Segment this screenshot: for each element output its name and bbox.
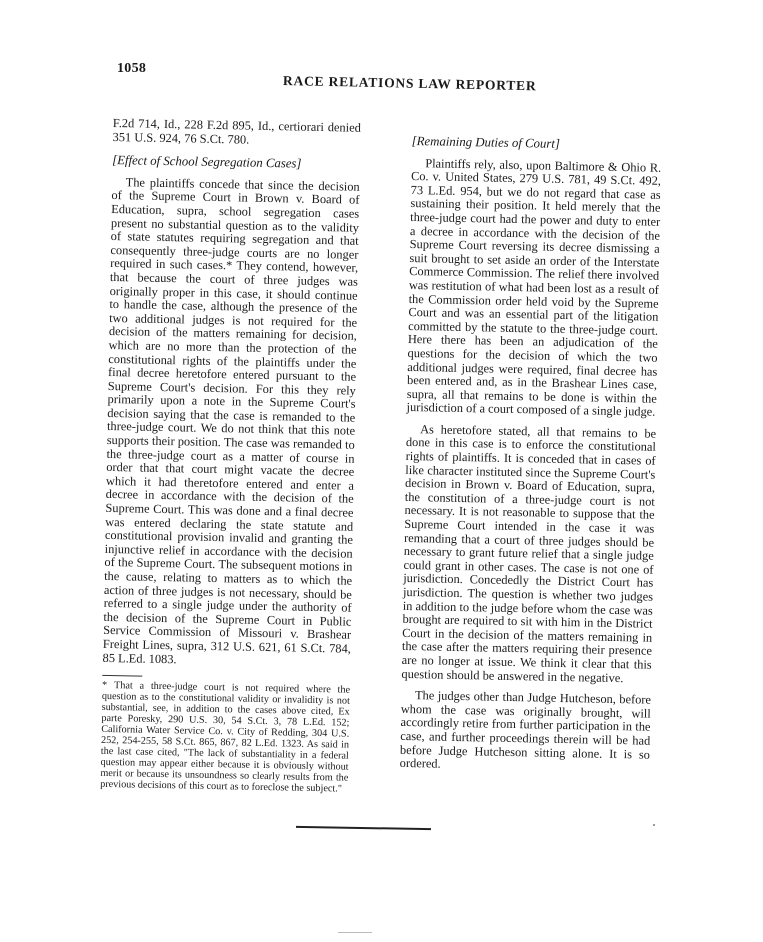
footnote <box>100 680 350 795</box>
left-paragraph-1: The plaintiffs concede that since the decision of the Supreme Court in Brown v. Board of Education, supra, school segregation cases present no substantial question as to the validity of state statutes requiring segregation and that consequently three-judge courts are no longer required in such cases.* They contend, however, that because the court of three judges was originally proper in this case, it should continue to handle the case, although the presence of the two additional judges is not required for the decision of the matters remaining for decision, which are no more than the protection of the constitutional rights of the plaintiffs under the final decree heretofore entered pursuant to the Supreme Court's decision. For this they rely primarily upon a note in the Supreme Court's decision saying that the case is remanded to the three-judge court. We do not think that this note supports their position. The case was remanded to the three-judge court as a matter of course in order that that court might vacate the decree which it had theretofore entered and enter a decree in accordance with the decision of the Supreme Court. This was done and a final decree was entered declaring the state statute and constitutional provision invalid and granting the injunctive relief in accordance with the decision of the Supreme Court. The subsequent motions in the cause, relating to matters as to which the action of three judges is not necessary, should be referred to a single judge under the authority of the decision of the Supreme Court in Public Service Commission of Missouri v. Brashear Freight Lines, supra, 312 U.S. 621, 61 S.Ct. 784, 85 L.Ed. 1083. <box>102 175 360 666</box>
footnote-text: That a three-judge court is not required where the question as to the constitutional validity or invalidity is not substantial, see, in addition to the cases above cited, Ex parte Poresky, 290 U.S. 30, 54 S.Ct. 3, 78 L.Ed. 152; California Water Service Co. v. City of Redding, 304 U.S. 252, 254-255, 58 S.Ct. 865, 867, 82 L.Ed. 1323. As said in the last case cited, "The lack of substantiality in a federal question may appear either because it is obviously without merit or because its unsoundness so clearly results from the previous decisions of this court as to foreclose the subject." <box>100 680 351 795</box>
scan-speck <box>653 824 655 826</box>
right-paragraph-3: The judges other than Judge Hutcheson, before whom the case was originally brought, will accordingly retire from further participation in the case, and further proceedings therein will be had before Judge Hutcheson sitting alone. It is so ordered. <box>399 688 652 771</box>
right-paragraph-1: Plaintiffs rely, also, upon Baltimore & Ohio R. Co. v. United States, 279 U.S. 781, 49 S.Ct. 492, 73 L.Ed. 954, but we do not regard that case as sustaining their position. It held merely that the three-judge court had the power and duty to enter a decree in accordance with the decision of the Supreme Court reversing its decree dismissing a suit brought to set aside an order of the Interstate Commerce Commission. The relief there involved was restitution of what had been lost as a result of the Commission order held void by the Supreme Court and was an essential part of the litigation committed by the statute to the three-judge court. Here there has been an adjudication of the questions for the decision of which the two additional judges were required, final decree has been entered and, as in the Brashear Lines case, supra, all that remains to be done is within the jurisdiction of a court composed of a single judge. <box>406 155 662 420</box>
page-number: 1058 <box>117 61 147 76</box>
left-column <box>100 117 361 803</box>
right-paragraph-2: As heretofore stated, all that remains to be done in this case is to enforce the constitutional rights of plaintiffs. It is conceded that in cases of like character instituted since the Supreme Court's decision in Brown v. Board of Education, supra, the constitution of a three-judge court is not necessary. It is not reasonable to suppose that the Supreme Court intended in the case it was remanding that a court of three judges should be necessary to grant future relief that a single judge could grant in other cases. The case is not one of jurisdiction. Concededly the District Court has jurisdiction. The question is whether two judges in addition to the judge before whom the case was brought are required to sit with him in the District Court in the decision of the matters remaining in the case after the matters requiring their presence are no longer at issue. We think it clear that this question should be answered in the negative. <box>401 422 657 685</box>
end-of-opinion-rule <box>296 826 431 830</box>
citation-continuation: F.2d 714, Id., 228 F.2d 895, Id., certiorari denied 351 U.S. 924, 76 S.Ct. 780. <box>112 116 361 147</box>
running-header: RACE RELATIONS LAW REPORTER <box>282 73 537 94</box>
section-heading-effect: [Effect of School Segregation Cases] <box>112 153 302 171</box>
footnote-mark: * <box>101 680 108 692</box>
scan-artifact <box>338 932 372 933</box>
right-column <box>399 125 662 783</box>
section-heading-remaining: [Remaining Duties of Court] <box>411 133 561 151</box>
footnote-divider <box>102 675 142 677</box>
